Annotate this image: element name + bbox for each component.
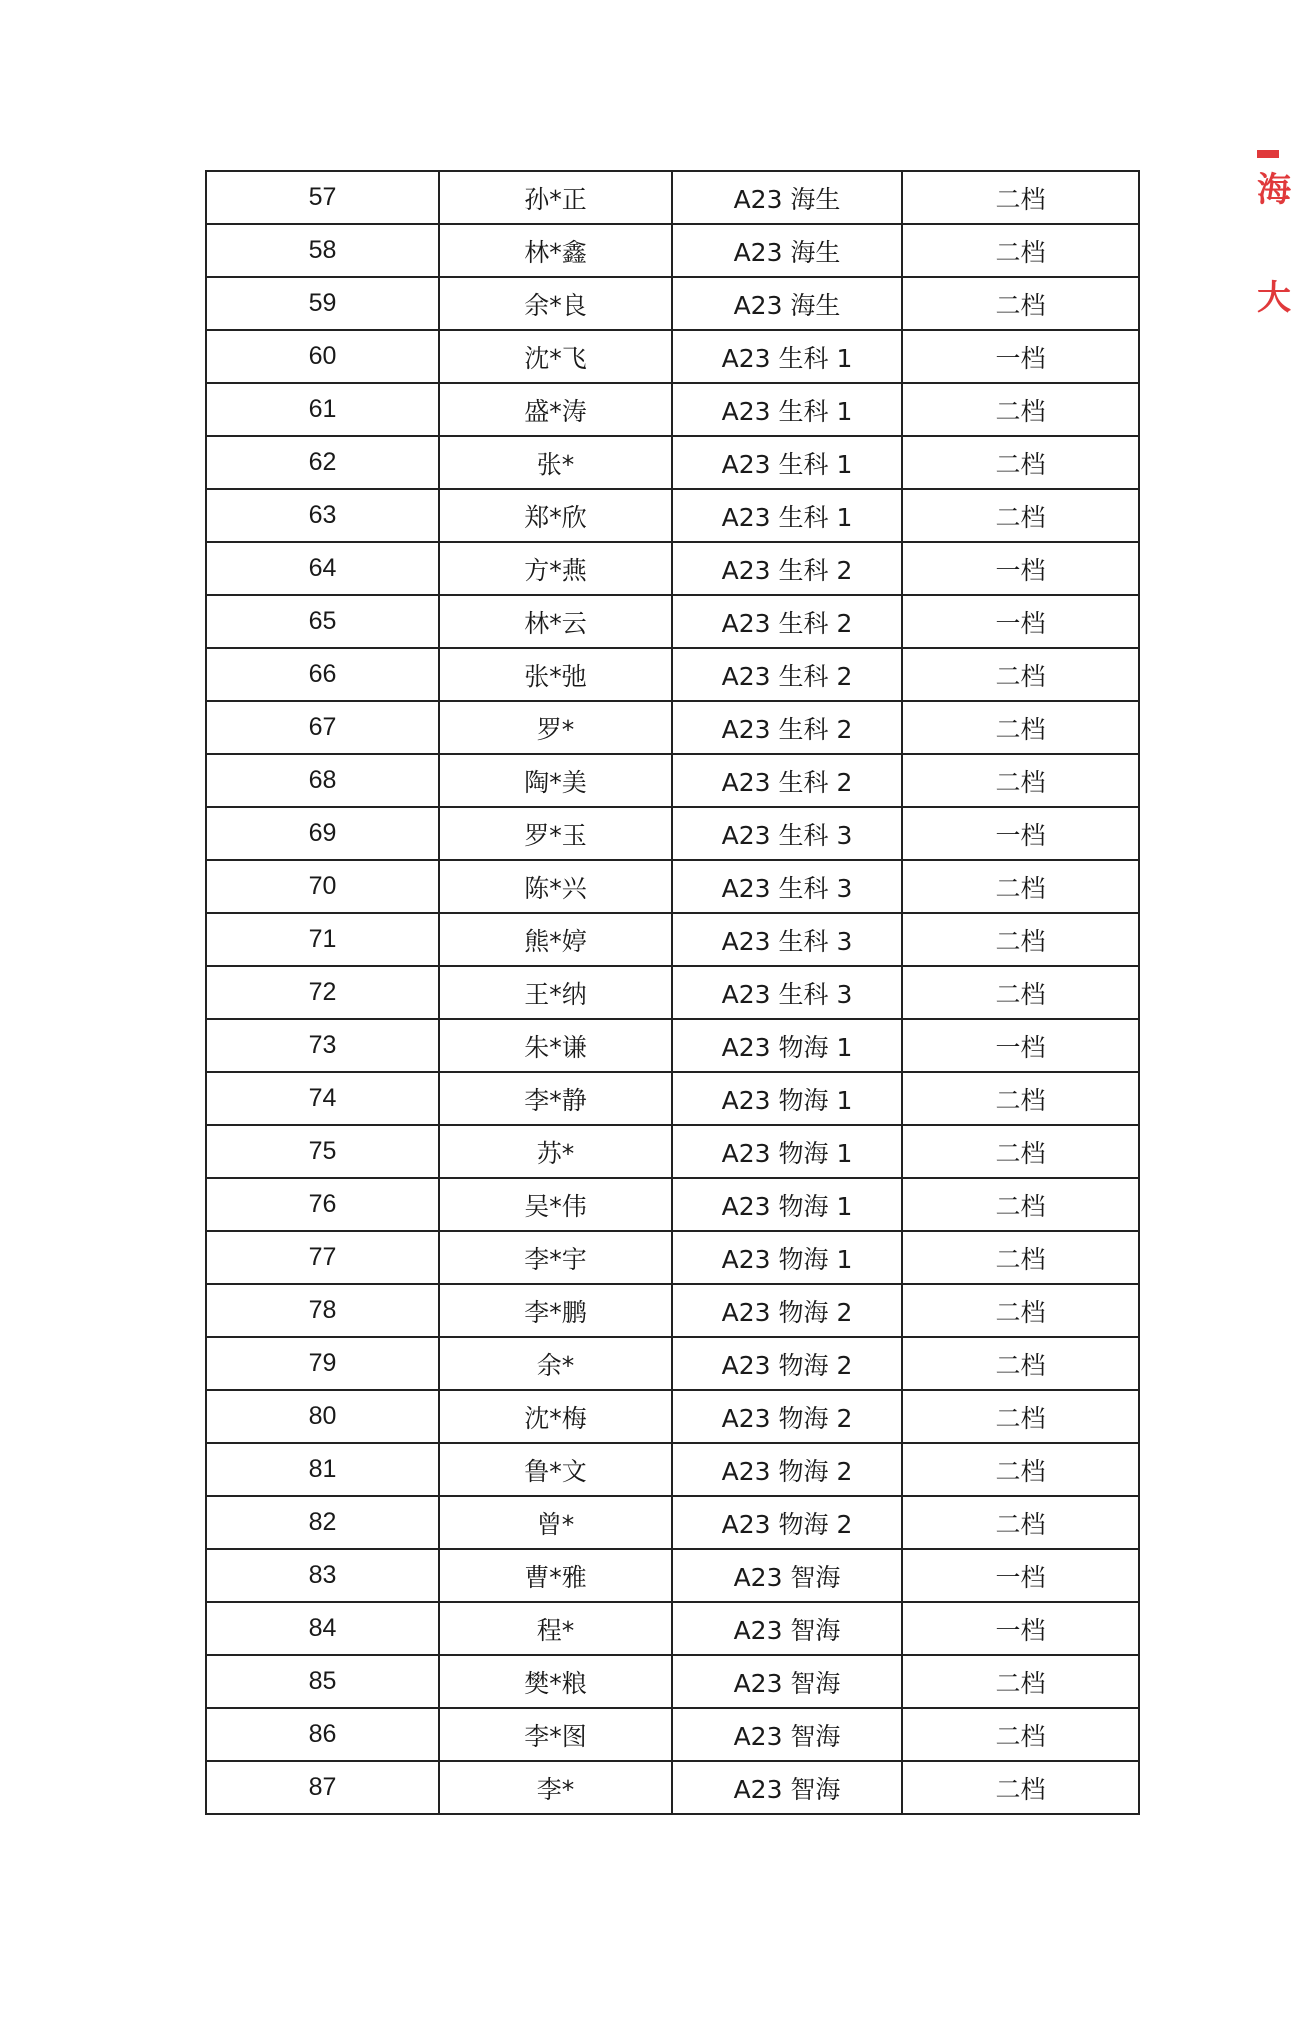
row-number-cell: 60	[206, 330, 439, 383]
row-number-cell: 74	[206, 1072, 439, 1125]
student-name-cell: 熊*婷	[439, 913, 672, 966]
class-name-cell: A23 物海 1	[672, 1125, 902, 1178]
row-number-cell: 79	[206, 1337, 439, 1390]
award-level-cell: 一档	[902, 1019, 1139, 1072]
table-row	[206, 1708, 1139, 1761]
scholarship-table	[205, 170, 1140, 1815]
student-name-cell: 孙*正	[439, 171, 672, 224]
row-number-cell: 58	[206, 224, 439, 277]
award-level-cell: 二档	[902, 754, 1139, 807]
table-row	[206, 277, 1139, 330]
award-level-cell: 二档	[902, 383, 1139, 436]
table-row	[206, 171, 1139, 224]
row-number-cell: 69	[206, 807, 439, 860]
row-number-cell: 59	[206, 277, 439, 330]
student-name-cell: 张*	[439, 436, 672, 489]
student-name-cell: 王*纳	[439, 966, 672, 1019]
award-level-cell: 二档	[902, 1337, 1139, 1390]
student-name-cell: 林*鑫	[439, 224, 672, 277]
award-level-cell: 一档	[902, 330, 1139, 383]
award-level-cell: 二档	[902, 436, 1139, 489]
table-row	[206, 966, 1139, 1019]
row-number-cell: 85	[206, 1655, 439, 1708]
student-name-cell: 罗*	[439, 701, 672, 754]
award-level-cell: 二档	[902, 860, 1139, 913]
row-number-cell: 81	[206, 1443, 439, 1496]
student-name-cell: 方*燕	[439, 542, 672, 595]
class-name-cell: A23 智海	[672, 1761, 902, 1814]
table-row	[206, 1496, 1139, 1549]
table-row	[206, 1231, 1139, 1284]
table-row	[206, 1178, 1139, 1231]
student-name-cell: 罗*玉	[439, 807, 672, 860]
class-name-cell: A23 智海	[672, 1708, 902, 1761]
student-name-cell: 曹*雅	[439, 1549, 672, 1602]
table-row	[206, 330, 1139, 383]
student-name-cell: 吴*伟	[439, 1178, 672, 1231]
table-row	[206, 489, 1139, 542]
award-level-cell: 二档	[902, 648, 1139, 701]
row-number-cell: 61	[206, 383, 439, 436]
row-number-cell: 84	[206, 1602, 439, 1655]
award-level-cell: 二档	[902, 1072, 1139, 1125]
award-level-cell: 二档	[902, 1761, 1139, 1814]
row-number-cell: 72	[206, 966, 439, 1019]
table-row	[206, 1019, 1139, 1072]
row-number-cell: 87	[206, 1761, 439, 1814]
table-row	[206, 1337, 1139, 1390]
award-level-cell: 一档	[902, 595, 1139, 648]
row-number-cell: 78	[206, 1284, 439, 1337]
seal-border	[1257, 150, 1279, 158]
row-number-cell: 82	[206, 1496, 439, 1549]
table-row	[206, 595, 1139, 648]
class-name-cell: A23 智海	[672, 1602, 902, 1655]
student-name-cell: 苏*	[439, 1125, 672, 1178]
class-name-cell: A23 生科 2	[672, 542, 902, 595]
row-number-cell: 68	[206, 754, 439, 807]
class-name-cell: A23 物海 1	[672, 1072, 902, 1125]
row-number-cell: 66	[206, 648, 439, 701]
table-row	[206, 1549, 1139, 1602]
class-name-cell: A23 物海 1	[672, 1178, 902, 1231]
award-level-cell: 二档	[902, 1231, 1139, 1284]
row-number-cell: 73	[206, 1019, 439, 1072]
table-row	[206, 648, 1139, 701]
award-level-cell: 二档	[902, 913, 1139, 966]
student-name-cell: 朱*谦	[439, 1019, 672, 1072]
class-name-cell: A23 物海 2	[672, 1443, 902, 1496]
row-number-cell: 77	[206, 1231, 439, 1284]
award-level-cell: 一档	[902, 542, 1139, 595]
class-name-cell: A23 生科 1	[672, 436, 902, 489]
table-row	[206, 1443, 1139, 1496]
table-row	[206, 542, 1139, 595]
class-name-cell: A23 生科 2	[672, 595, 902, 648]
class-name-cell: A23 海生	[672, 224, 902, 277]
table-row	[206, 701, 1139, 754]
class-name-cell: A23 生科 1	[672, 330, 902, 383]
class-name-cell: A23 生科 2	[672, 754, 902, 807]
row-number-cell: 75	[206, 1125, 439, 1178]
class-name-cell: A23 物海 1	[672, 1019, 902, 1072]
table-row	[206, 436, 1139, 489]
student-name-cell: 郑*欣	[439, 489, 672, 542]
student-name-cell: 盛*涛	[439, 383, 672, 436]
table-row	[206, 1655, 1139, 1708]
row-number-cell: 64	[206, 542, 439, 595]
table-row	[206, 383, 1139, 436]
award-level-cell: 二档	[902, 1496, 1139, 1549]
table-row	[206, 807, 1139, 860]
class-name-cell: A23 物海 2	[672, 1496, 902, 1549]
class-name-cell: A23 生科 3	[672, 860, 902, 913]
award-level-cell: 二档	[902, 1178, 1139, 1231]
row-number-cell: 67	[206, 701, 439, 754]
row-number-cell: 63	[206, 489, 439, 542]
table-row	[206, 1072, 1139, 1125]
table-row	[206, 860, 1139, 913]
class-name-cell: A23 生科 3	[672, 966, 902, 1019]
class-name-cell: A23 智海	[672, 1655, 902, 1708]
award-level-cell: 二档	[902, 277, 1139, 330]
class-name-cell: A23 物海 2	[672, 1390, 902, 1443]
class-name-cell: A23 物海 2	[672, 1284, 902, 1337]
table-row	[206, 1761, 1139, 1814]
table-row	[206, 1390, 1139, 1443]
red-seal-stamp	[1257, 150, 1291, 340]
row-number-cell: 80	[206, 1390, 439, 1443]
student-name-cell: 林*云	[439, 595, 672, 648]
student-name-cell: 张*弛	[439, 648, 672, 701]
student-name-cell: 程*	[439, 1602, 672, 1655]
award-level-cell: 一档	[902, 1549, 1139, 1602]
row-number-cell: 65	[206, 595, 439, 648]
student-name-cell: 李*	[439, 1761, 672, 1814]
row-number-cell: 71	[206, 913, 439, 966]
student-name-cell: 余*	[439, 1337, 672, 1390]
table-row	[206, 913, 1139, 966]
award-level-cell: 二档	[902, 224, 1139, 277]
award-level-cell: 二档	[902, 966, 1139, 1019]
row-number-cell: 76	[206, 1178, 439, 1231]
award-level-cell: 二档	[902, 1390, 1139, 1443]
student-name-cell: 樊*粮	[439, 1655, 672, 1708]
class-name-cell: A23 生科 2	[672, 701, 902, 754]
class-name-cell: A23 生科 1	[672, 489, 902, 542]
award-level-cell: 二档	[902, 1708, 1139, 1761]
student-name-cell: 陈*兴	[439, 860, 672, 913]
row-number-cell: 62	[206, 436, 439, 489]
award-level-cell: 二档	[902, 701, 1139, 754]
class-name-cell: A23 生科 3	[672, 807, 902, 860]
student-name-cell: 陶*美	[439, 754, 672, 807]
student-name-cell: 李*静	[439, 1072, 672, 1125]
table-body	[206, 171, 1139, 1814]
class-name-cell: A23 物海 2	[672, 1337, 902, 1390]
class-name-cell: A23 生科 3	[672, 913, 902, 966]
class-name-cell: A23 智海	[672, 1549, 902, 1602]
student-name-cell: 鲁*文	[439, 1443, 672, 1496]
table-row	[206, 1602, 1139, 1655]
class-name-cell: A23 物海 1	[672, 1231, 902, 1284]
award-level-cell: 二档	[902, 1125, 1139, 1178]
row-number-cell: 57	[206, 171, 439, 224]
student-name-cell: 李*宇	[439, 1231, 672, 1284]
award-level-cell: 一档	[902, 807, 1139, 860]
scholarship-table-wrapper	[205, 170, 1130, 1815]
student-name-cell: 曾*	[439, 1496, 672, 1549]
student-name-cell: 余*良	[439, 277, 672, 330]
award-level-cell: 二档	[902, 171, 1139, 224]
seal-glyph: 大	[1257, 278, 1291, 318]
class-name-cell: A23 生科 1	[672, 383, 902, 436]
class-name-cell: A23 海生	[672, 171, 902, 224]
row-number-cell: 70	[206, 860, 439, 913]
seal-glyph: 海	[1257, 170, 1291, 210]
award-level-cell: 二档	[902, 489, 1139, 542]
student-name-cell: 李*鹏	[439, 1284, 672, 1337]
award-level-cell: 一档	[902, 1602, 1139, 1655]
table-row	[206, 224, 1139, 277]
student-name-cell: 沈*飞	[439, 330, 672, 383]
class-name-cell: A23 生科 2	[672, 648, 902, 701]
row-number-cell: 86	[206, 1708, 439, 1761]
row-number-cell: 83	[206, 1549, 439, 1602]
student-name-cell: 沈*梅	[439, 1390, 672, 1443]
award-level-cell: 二档	[902, 1655, 1139, 1708]
student-name-cell: 李*图	[439, 1708, 672, 1761]
table-row	[206, 1125, 1139, 1178]
award-level-cell: 二档	[902, 1284, 1139, 1337]
class-name-cell: A23 海生	[672, 277, 902, 330]
award-level-cell: 二档	[902, 1443, 1139, 1496]
table-row	[206, 1284, 1139, 1337]
table-row	[206, 754, 1139, 807]
